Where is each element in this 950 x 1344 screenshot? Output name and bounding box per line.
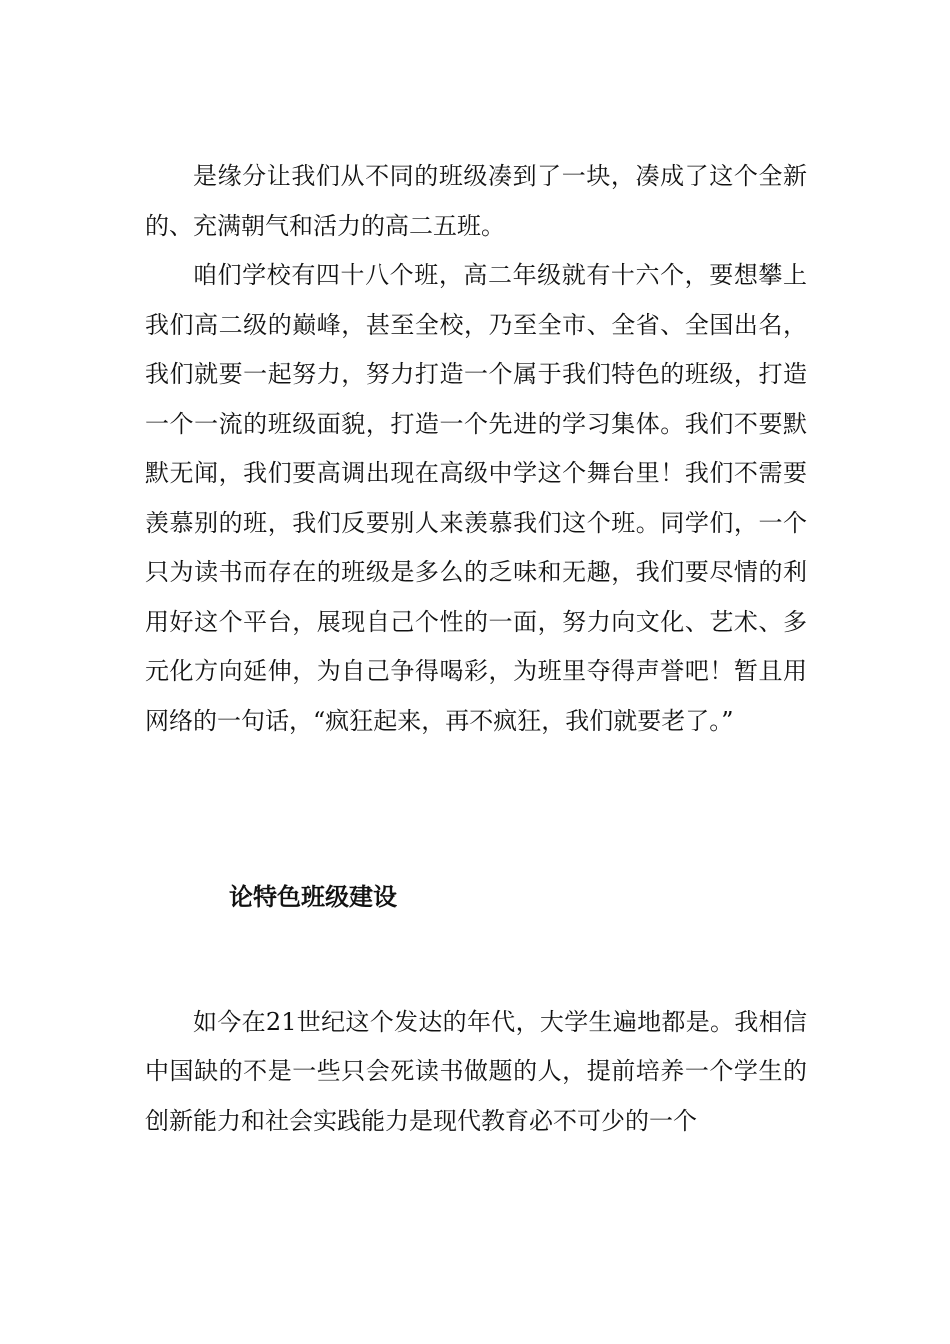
paragraph-school: 咱们学校有四十八个班，高二年级就有十六个，要想攀上我们高二级的巅峰，甚至全校，乃至全市、全省、全国出名，我们就要一起努力，努力打造一个属于我们特色的班级，打造一个一流的班级面貌，打造一个先进的学习集体。我们不要默默无闻，我们要高调出现在高级中学这个舞台里！我们不需要羡慕别的班，我们反要别人来羡慕我们这个班。同学们，一个只为读书而存在的班级是多么的乏味和无趣，我们要尽情的利用好这个平台，展现自己个性的一面，努力向文化、艺术、多元化方向延伸，为自己争得喝彩，为班里夺得声誉吧！暂且用网络的一句话，“疯狂起来，再不疯狂，我们就要老了。” [145,261,807,735]
paragraph-intro: 是缘分让我们从不同的班级凑到了一块，凑成了这个全新的、充满朝气和活力的高二五班。 [145,162,807,240]
section-heading: 论特色班级建设 [229,882,397,911]
paragraph-modern-education: 如今在21世纪这个发达的年代，大学生遍地都是。我相信中国缺的不是一些只会死读书做题的人，提前培养一个学生的创新能力和社会实践能力是现代教育必不可少的一个 [145,1007,807,1135]
document-page [145,152,807,1146]
spacer [145,922,807,998]
spacer [145,746,807,872]
